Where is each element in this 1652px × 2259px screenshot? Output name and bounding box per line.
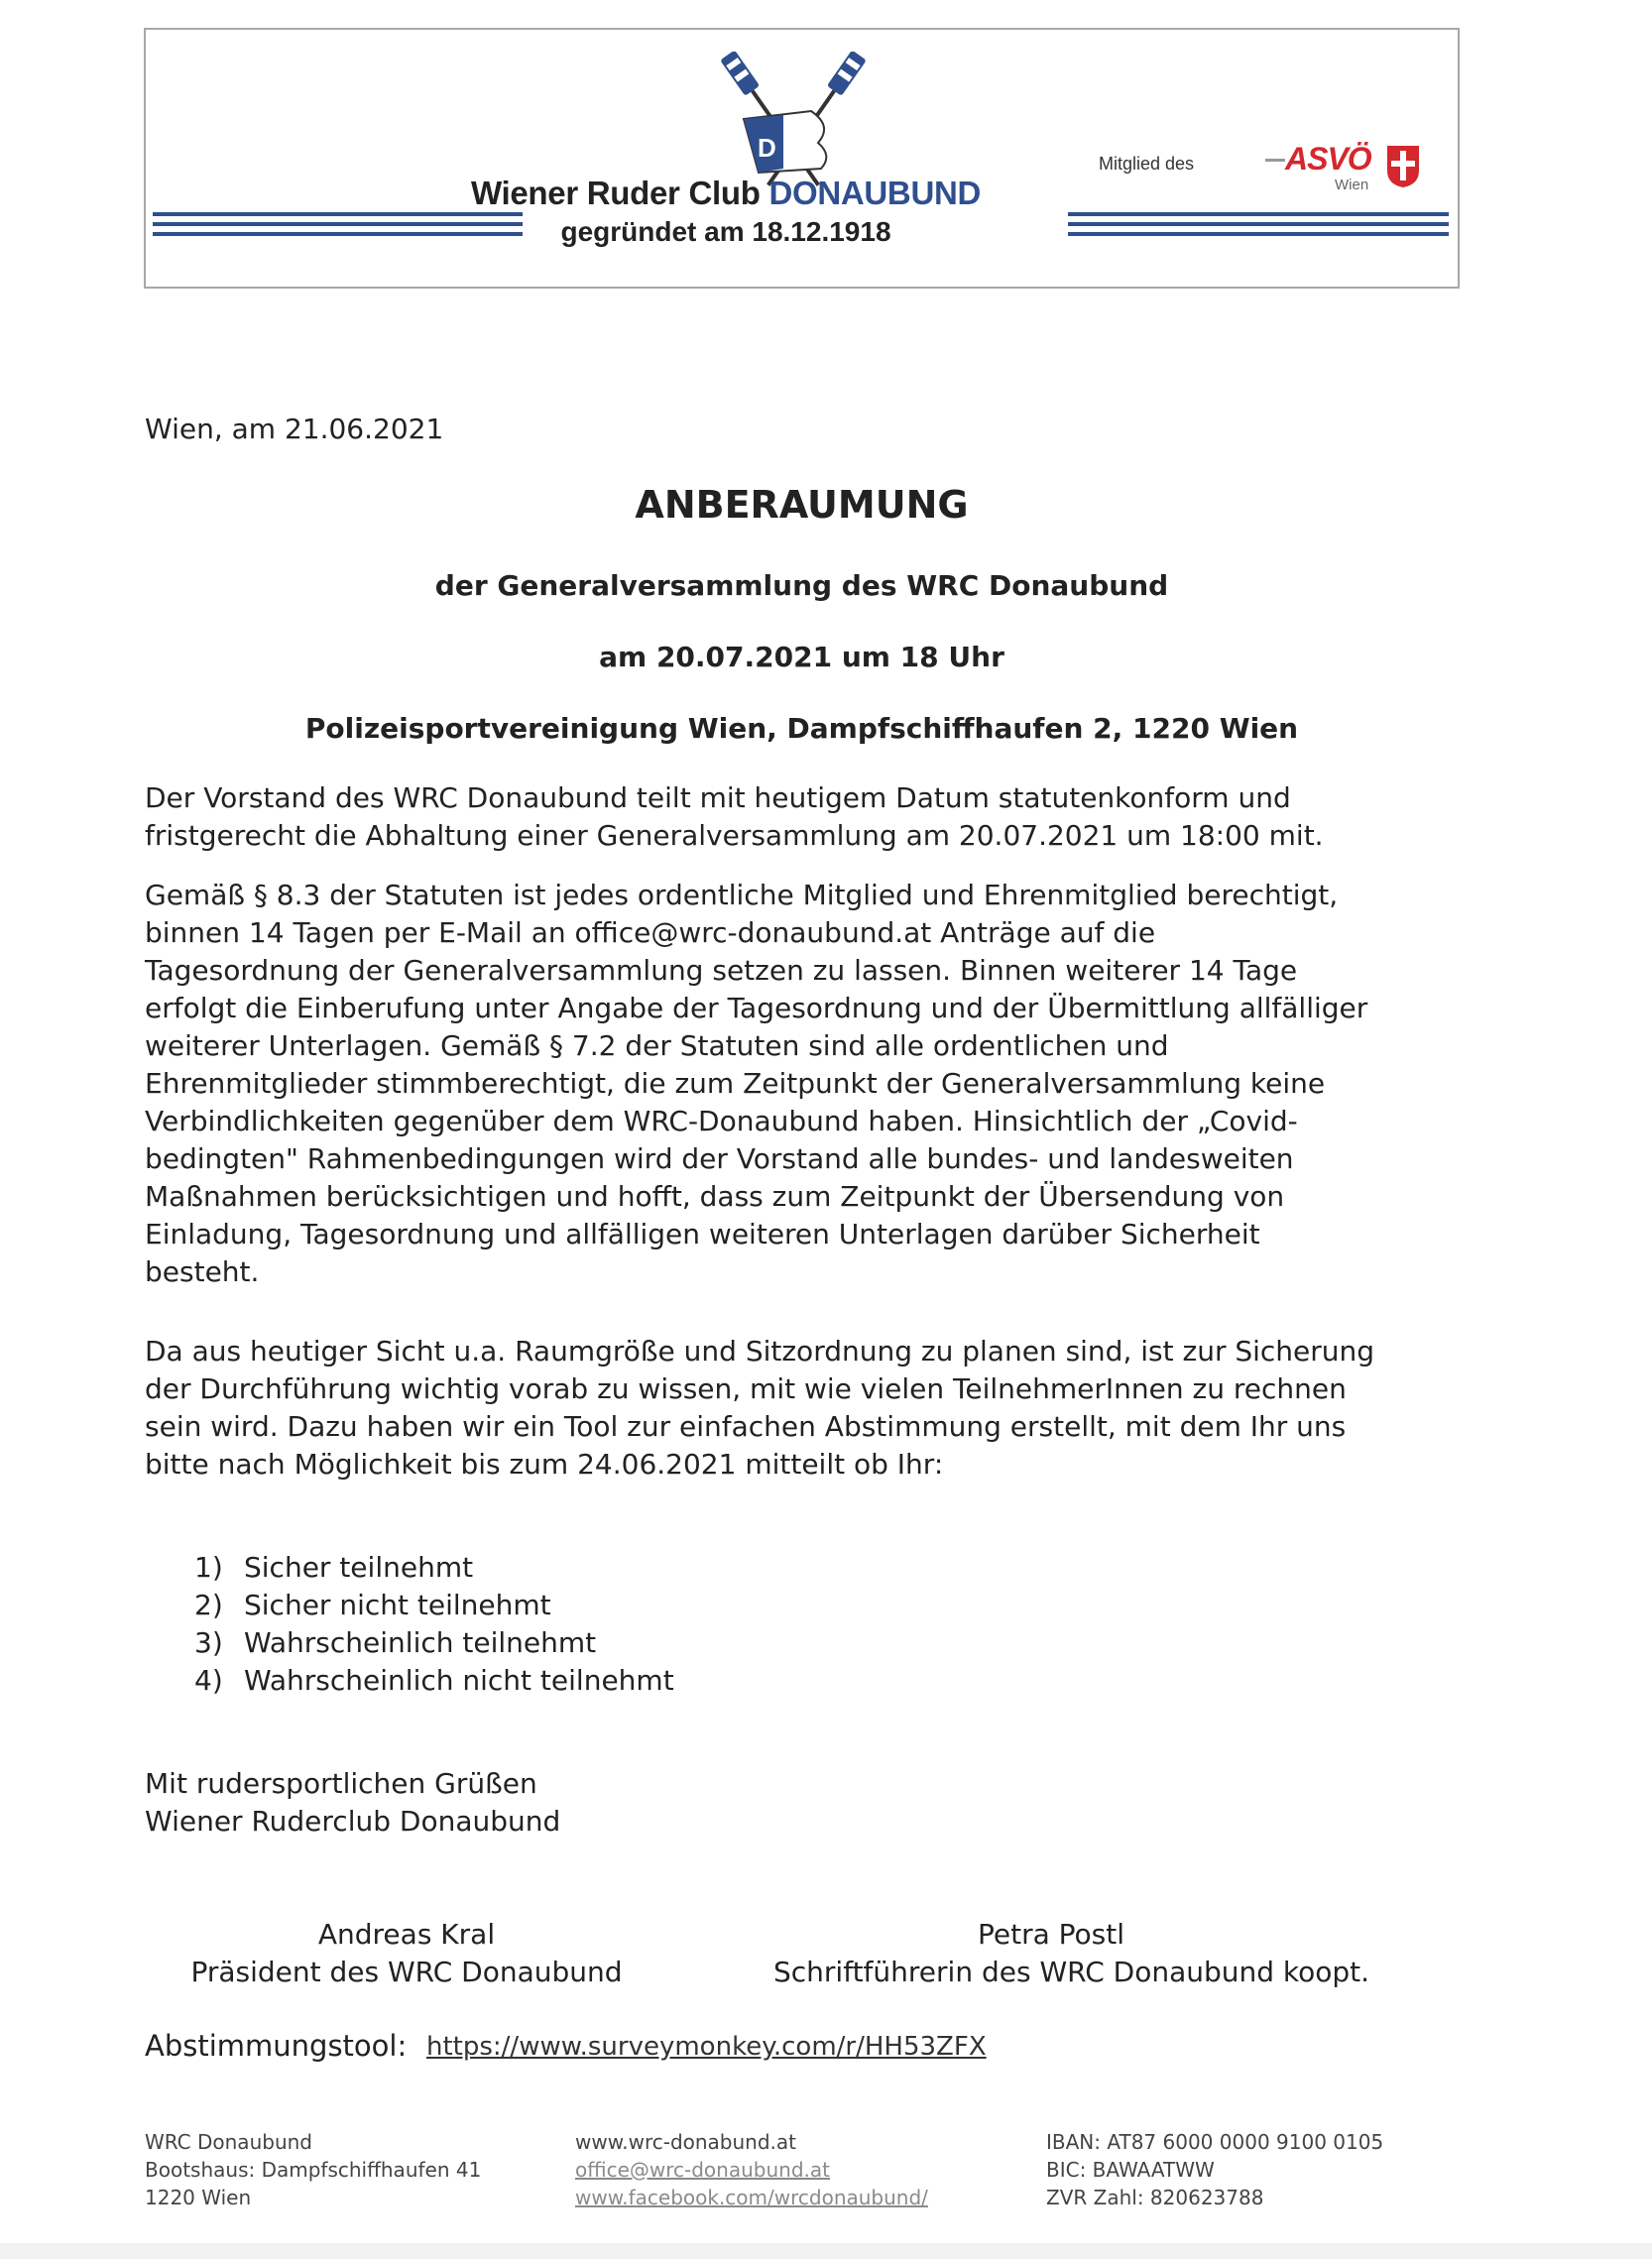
paragraph-line: Der Vorstand des WRC Donaubund teilt mit heutigem Datum statutenkonform und [145, 781, 1291, 814]
club-founded-date: gegründet am 18.12.1918 [560, 216, 891, 247]
signer2-role: Schriftführerin des WRC Donaubund koopt. [773, 1956, 1370, 1988]
page-bottom-edge [0, 2243, 1652, 2259]
closing-greeting: Mit rudersportlichen Grüßen [145, 1767, 537, 1800]
paragraph-line: Gemäß § 8.3 der Statuten ist jedes ordentliche Mitglied und Ehrenmitglied berechtigt, [145, 879, 1339, 911]
subtitle-assembly: der Generalversammlung des WRC Donaubund [434, 569, 1169, 602]
footer-boathouse: Bootshaus: Dampfschiffhaufen 41 [145, 2158, 482, 2182]
signer1-role: Präsident des WRC Donaubund [190, 1956, 623, 1988]
paragraph-line: bedingten" Rahmenbedingungen wird der Vorstand alle bundes- und landesweiten [145, 1142, 1294, 1175]
paragraph-line: der Durchführung wichtig vorab zu wissen, mit wie vielen TeilnehmerInnen zu rechnen [145, 1372, 1347, 1405]
list-text: Wahrscheinlich nicht teilnehmt [244, 1664, 674, 1697]
paragraph-line: Maßnahmen berücksichtigen und hofft, dass zum Zeitpunkt der Übersendung von [145, 1180, 1285, 1213]
paragraph-line: erfolgt die Einberufung unter Angabe der Tagesordnung und der Übermittlung allfälliger [145, 992, 1368, 1024]
paragraph-line: sein wird. Dazu haben wir ein Tool zur einfachen Abstimmung erstellt, mit dem Ihr uns [145, 1410, 1347, 1443]
footer-contact [575, 2128, 928, 2211]
signer1-name: Andreas Kral [317, 1918, 496, 1951]
list-number: 2) [194, 1589, 223, 1621]
subtitle-date: am 20.07.2021 um 18 Uhr [599, 641, 1004, 673]
footer-address [145, 2128, 481, 2211]
paragraph-line: binnen 14 Tagen per E-Mail an office@wrc-donaubund.at Anträge auf die [145, 916, 1156, 949]
letterhead-stripes-right [1068, 212, 1449, 238]
club-logo-icon [684, 52, 902, 190]
date-line: Wien, am 21.06.2021 [145, 413, 444, 445]
footer-city: 1220 Wien [145, 2186, 252, 2209]
footer-email-link[interactable]: office@wrc-donaubund.at [575, 2158, 830, 2182]
paragraph-line: besteht. [145, 1255, 260, 1288]
vienna-coat-of-arms-icon [1386, 145, 1420, 188]
footer-zvr: ZVR Zahl: 820623788 [1046, 2186, 1264, 2209]
list-number: 1) [194, 1551, 223, 1584]
closing-club: Wiener Ruderclub Donaubund [145, 1805, 561, 1838]
asvo-swoosh [1265, 159, 1285, 162]
footer-club-name: WRC Donaubund [145, 2130, 312, 2154]
list-text: Wahrscheinlich teilnehmt [244, 1626, 597, 1659]
list-number: 3) [194, 1626, 223, 1659]
footer-iban: IBAN: AT87 6000 0000 9100 0105 [1046, 2130, 1384, 2154]
vote-tool-link[interactable]: https://www.surveymonkey.com/r/HH53ZFX [426, 2032, 987, 2062]
footer-website[interactable]: www.wrc-donabund.at [575, 2130, 797, 2154]
club-name: Wiener Ruder Club DONAUBUND [470, 175, 982, 211]
footer-bank [1046, 2128, 1383, 2211]
paragraph-line: bitte nach Möglichkeit bis zum 24.06.2021 mitteilt ob Ihr: [145, 1448, 944, 1481]
paragraph-line: Ehrenmitglieder stimmberechtigt, die zum Zeitpunkt der Generalversammlung keine [145, 1067, 1326, 1100]
paragraph-line: Da aus heutiger Sicht u.a. Raumgröße und Sitzordnung zu planen sind, ist zur Sicherung [145, 1335, 1375, 1367]
subtitle-location: Polizeisportvereinigung Wien, Dampfschiffhaufen 2, 1220 Wien [304, 712, 1299, 745]
paragraph-line: Tagesordnung der Generalversammlung setzen zu lassen. Binnen weiterer 14 Tage [145, 954, 1298, 987]
paragraph-line: weiterer Unterlagen. Gemäß § 7.2 der Statuten sind alle ordentlichen und [145, 1029, 1169, 1062]
svg-text:D: D [758, 133, 776, 163]
footer-bic: BIC: BAWAATWW [1046, 2158, 1215, 2182]
list-number: 4) [194, 1664, 223, 1697]
footer-facebook-link[interactable]: www.facebook.com/wrcdonaubund/ [575, 2186, 928, 2209]
asvo-city: Wien [1335, 177, 1369, 193]
list-text: Sicher nicht teilnehmt [244, 1589, 551, 1621]
list-text: Sicher teilnehmt [244, 1551, 474, 1584]
paragraph-line: Einladung, Tagesordnung und allfälligen weiteren Unterlagen darüber Sicherheit [145, 1218, 1260, 1250]
vote-tool-label: Abstimmungstool: [145, 2029, 408, 2063]
paragraph-line: fristgerecht die Abhaltung einer Generalversammlung am 20.07.2021 um 18:00 mit. [145, 819, 1324, 852]
member-of-label: Mitglied des [1099, 154, 1195, 174]
asvo-logo-text: ASVÖ [1285, 141, 1371, 177]
document-title: ANBERAUMUNG [635, 483, 969, 527]
paragraph-line: Verbindlichkeiten gegenüber dem WRC-Donaubund haben. Hinsichtlich der „Covid- [145, 1105, 1298, 1137]
signer2-name: Petra Postl [977, 1918, 1125, 1951]
